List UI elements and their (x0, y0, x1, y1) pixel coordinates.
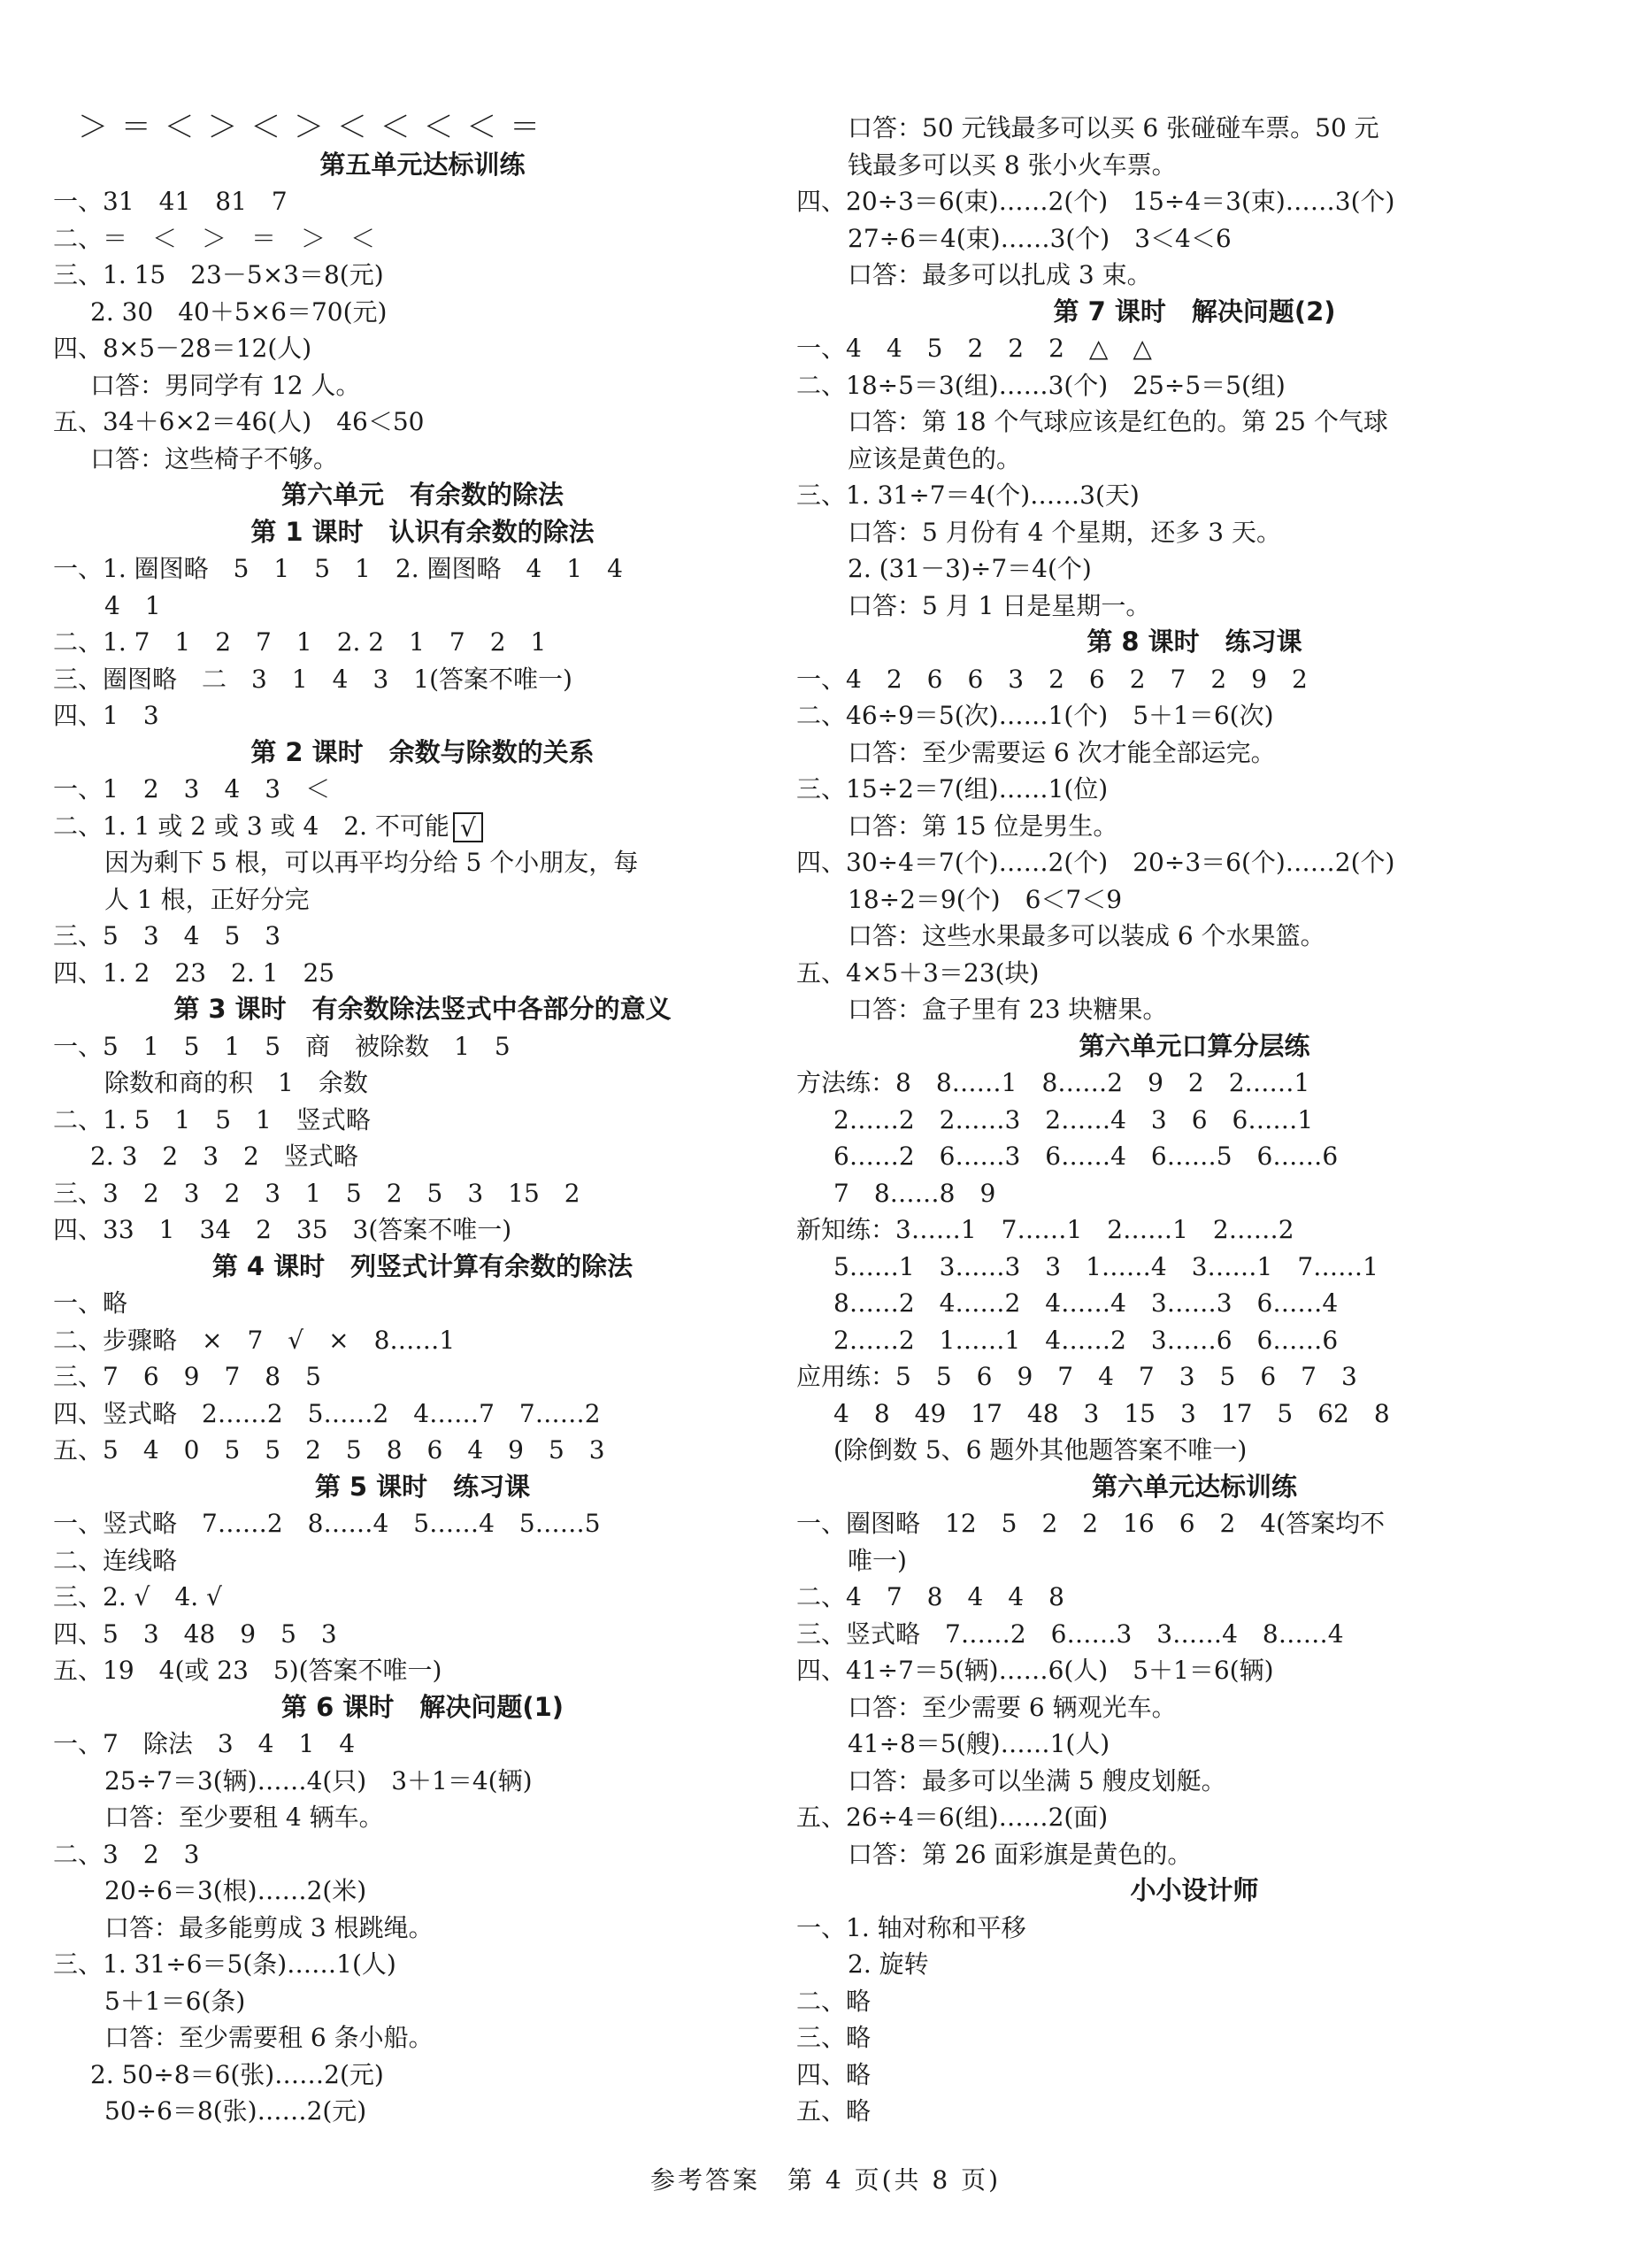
section-heading (796, 1872, 1593, 1910)
section-heading (53, 477, 792, 514)
answer-line (796, 844, 1593, 881)
line-text: 一、1. 轴对称和平移 (796, 1912, 1026, 1942)
answer-line (53, 1505, 792, 1542)
line-text: 第 1 课时 认识有余数的除法 (250, 516, 595, 547)
answer-line (796, 1432, 1593, 1469)
answer-line (796, 183, 1593, 220)
line-text: 四、竖式略 2……2 5……2 4……7 7……2 (53, 1398, 601, 1428)
line-text: 2. (31－3)÷7＝4(个) (848, 554, 1092, 583)
answer-line (796, 808, 1593, 845)
answer-line (53, 1910, 792, 1947)
line-text: 口答：第 26 面彩旗是黄色的。 (848, 1839, 1193, 1869)
line-text: 第 4 课时 列竖式计算有余数的除法 (211, 1250, 634, 1281)
line-text: 一、圈图略 12 5 2 2 16 6 2 4(答案均不 (796, 1509, 1386, 1538)
answer-line (796, 330, 1593, 367)
answer-line (53, 661, 792, 698)
line-text: 四、8×5－28＝12(人) (53, 334, 312, 363)
answer-line (796, 1358, 1593, 1395)
line-text: 第 8 课时 练习课 (1087, 627, 1302, 657)
section-heading (53, 1249, 792, 1286)
answer-line (796, 1836, 1593, 1873)
line-text: 第六单元口算分层练 (1079, 1030, 1310, 1061)
line-text: 2. 50÷8＝6(张)……2(元) (90, 2059, 384, 2089)
answer-line (53, 1836, 792, 1873)
line-text: 四、5 3 48 9 5 3 (53, 1618, 337, 1649)
section-heading (53, 147, 792, 184)
line-text: 三、15÷2＝7(组)……1(位) (796, 774, 1109, 803)
answer-line (53, 1175, 792, 1212)
answer-line (53, 404, 792, 441)
line-text: 一、1. 圈图略 5 1 5 1 2. 圈图略 4 1 4 (53, 554, 623, 583)
line-text: 6……2 6……3 6……4 6……5 6……6 (833, 1142, 1339, 1171)
line-text: 一、5 1 5 1 5 商 被除数 1 5 (53, 1031, 511, 1061)
answer-line (53, 1322, 792, 1359)
section-heading (53, 1469, 792, 1506)
answer-line (53, 110, 792, 147)
line-text: 一、1 2 3 4 3 ＜ (53, 774, 331, 803)
line-text: 五、34＋6×2＝46(人) 46＜50 (53, 407, 425, 436)
line-text: 五、4×5＋3＝23(块) (796, 957, 1040, 988)
answer-line (53, 1211, 792, 1249)
line-text: 第五单元达标训练 (319, 149, 526, 180)
answer-line (53, 257, 792, 294)
line-text: 应该是黄色的。 (848, 443, 1022, 473)
answer-line (796, 220, 1593, 258)
answer-line (796, 110, 1593, 147)
answer-line (53, 624, 792, 661)
answer-line (796, 771, 1593, 808)
answer-line (796, 1211, 1593, 1249)
line-text: 五、26÷4＝6(组)……2(面) (796, 1803, 1109, 1832)
line-text: 五、略 (796, 2096, 872, 2126)
line-text: 五、19 4(或 23 5)(答案不唯一) (53, 1656, 442, 1685)
line-text: 五、5 4 0 5 5 2 5 8 6 4 9 5 3 (53, 1435, 605, 1465)
line-text: 口答：最多可以坐满 5 艘皮划艇。 (848, 1765, 1226, 1795)
line-text: 第六单元达标训练 (1091, 1471, 1297, 1502)
line-text: 一、4 2 6 6 3 2 6 2 7 2 9 2 (796, 664, 1308, 694)
line-text: 口答：这些椅子不够。 (90, 443, 339, 473)
line-text: 口答：至少需要运 6 次才能全部运完。 (848, 737, 1276, 767)
line-text: 7 8……8 9 (833, 1178, 996, 1208)
answer-line (796, 514, 1593, 551)
line-text: 四、略 (796, 2059, 872, 2089)
answer-line (53, 881, 792, 919)
answer-line (53, 1395, 792, 1433)
line-text: 二、连线略 (53, 1545, 178, 1575)
answer-line (796, 367, 1593, 404)
line-text: 四、1. 2 23 2. 1 25 (53, 957, 335, 988)
section-heading (796, 294, 1593, 331)
line-text: 应用练：5 5 6 9 7 4 7 3 5 6 7 3 (796, 1362, 1357, 1391)
line-text: 口答：盒子里有 23 块糖果。 (848, 995, 1168, 1024)
answer-line (796, 2019, 1593, 2057)
answer-line (796, 1395, 1593, 1433)
line-text: 口答：至少需要 6 辆观光车。 (848, 1692, 1177, 1722)
checked-box: √ (453, 812, 483, 842)
answer-line (796, 147, 1593, 184)
line-text: 4 8 49 17 48 3 15 3 17 5 62 8 (833, 1398, 1390, 1428)
answer-line (53, 955, 792, 992)
section-heading (53, 1689, 792, 1726)
answer-line (53, 2057, 792, 2094)
line-text: 二、1. 1 或 2 或 3 或 4 2. 不可能 (53, 811, 449, 841)
line-text: 5＋1＝6(条) (104, 1986, 246, 2016)
answer-line (53, 220, 792, 258)
line-text: 8……2 4……2 4……4 3……3 6……4 (833, 1288, 1339, 1318)
answer-line (796, 1249, 1593, 1286)
answer-line (796, 1726, 1593, 1763)
answer-line (796, 1175, 1593, 1212)
line-text: 口答：最多可以扎成 3 束。 (848, 260, 1152, 289)
line-text: 2. 30 40＋5×6＝70(元) (90, 296, 388, 327)
line-text: 一、7 除法 3 4 1 4 (53, 1729, 356, 1758)
line-text: 方法练：8 8……1 8……2 9 2 2……1 (796, 1068, 1310, 1097)
section-heading (796, 1469, 1593, 1506)
answer-line (796, 477, 1593, 514)
line-text: 口答：至少需要租 6 条小船。 (104, 2023, 434, 2052)
answer-line (53, 2019, 792, 2057)
line-text: 四、41÷7＝5(辆)……6(人) 5＋1＝6(辆) (796, 1656, 1274, 1685)
line-text: 四、30÷4＝7(个)……2(个) 20÷3＝6(个)……2(个) (796, 848, 1395, 877)
line-text: 口答：第 18 个气球应该是红色的。第 25 个气球 (848, 407, 1388, 436)
line-text: 口答：男同学有 12 人。 (90, 370, 361, 400)
answer-line (796, 918, 1593, 955)
answer-line (796, 550, 1593, 588)
answer-line (796, 2057, 1593, 2094)
answer-line (796, 1946, 1593, 1983)
line-text: 小小设计师 (1130, 1875, 1259, 1905)
answer-line (53, 367, 792, 404)
line-text: 27÷6＝4(束)……3(个) 3＜4＜6 (848, 223, 1232, 253)
answer-line (796, 991, 1593, 1028)
section-heading (796, 624, 1593, 661)
line-text: 二、4 7 8 4 4 8 (796, 1582, 1064, 1611)
line-text: 第 6 课时 解决问题(1) (280, 1691, 564, 1722)
section-heading (53, 514, 792, 551)
answer-line (796, 697, 1593, 734)
answer-line (796, 1983, 1593, 2020)
answer-line (796, 1616, 1593, 1653)
line-text: 18÷2＝9(个) 6＜7＜9 (848, 884, 1123, 914)
line-text: 2……2 2……3 2……4 3 6 6……1 (833, 1104, 1314, 1134)
answer-line (53, 1652, 792, 1689)
answer-line (53, 1285, 792, 1322)
left-column (53, 110, 792, 2130)
line-text: 二、3 2 3 (53, 1839, 200, 1869)
line-text: ＞ ＝ ＜ ＞ ＜ ＞ ＜ ＜ ＜ ＜ ＝ (78, 110, 542, 145)
answer-line (796, 257, 1593, 294)
line-text: 一、31 41 81 7 (53, 187, 288, 216)
line-text: 二、46÷9＝5(次)……1(个) 5＋1＝6(次) (796, 701, 1274, 730)
line-text: 四、20÷3＝6(束)……2(个) 15÷4＝3(束)……3(个) (796, 187, 1395, 216)
section-heading (53, 734, 792, 772)
line-text: 三、略 (796, 2023, 872, 2052)
answer-line (53, 1102, 792, 1139)
line-text: 除数和商的积 1 余数 (104, 1068, 368, 1097)
line-text: 唯一) (848, 1545, 907, 1575)
answer-line (53, 918, 792, 955)
answer-line (53, 1946, 792, 1983)
answer-line (796, 1689, 1593, 1726)
line-text: 41÷8＝5(艘)……1(人) (848, 1729, 1110, 1758)
line-text: 三、圈图略 二 3 1 4 3 1(答案不唯一) (53, 664, 572, 694)
line-text: 四、1 3 (53, 701, 159, 730)
line-text: 三、1. 15 23－5×3＝8(元) (53, 260, 384, 289)
answer-line (53, 1983, 792, 2020)
line-text: 二、1. 7 1 2 7 1 2. 2 1 7 2 1 (53, 627, 547, 657)
line-text: 口答：第 15 位是男生。 (848, 811, 1118, 841)
line-text: 一、4 4 5 2 2 2 △ △ (796, 334, 1152, 363)
line-text: 第 5 课时 练习课 (314, 1471, 531, 1502)
answer-line (53, 1432, 792, 1469)
line-text: 人 1 根，正好分完 (104, 884, 310, 914)
line-text: 口答：最多能剪成 3 根跳绳。 (104, 1912, 434, 1942)
section-heading (796, 1028, 1593, 1065)
answer-line (796, 1505, 1593, 1542)
line-text: 口答：这些水果最多可以装成 6 个水果篮。 (848, 921, 1325, 950)
answer-line (53, 844, 792, 881)
line-text: 二、18÷5＝3(组)……3(个) 25÷5＝5(组) (796, 370, 1286, 400)
answer-line (796, 955, 1593, 992)
answer-line (796, 2093, 1593, 2130)
line-text: 钱最多可以买 8 张小火车票。 (848, 150, 1177, 180)
answer-line (796, 1579, 1593, 1616)
answer-line (53, 330, 792, 367)
answer-line (53, 1579, 792, 1616)
line-text: 新知练：3……1 7……1 2……1 2……2 (796, 1215, 1294, 1244)
answer-line (796, 1763, 1593, 1800)
line-text: 口答：5 月 1 日是星期一。 (848, 590, 1151, 620)
answer-line (53, 1872, 792, 1910)
line-text: 三、1. 31÷7＝4(个)……3(天) (796, 481, 1140, 510)
line-text: 20÷6＝3(根)……2(米) (104, 1876, 367, 1905)
answer-line (796, 404, 1593, 441)
answer-line (53, 1799, 792, 1836)
answer-line (796, 588, 1593, 625)
line-text: 一、略 (53, 1288, 128, 1318)
answer-line (796, 1285, 1593, 1322)
line-text: 二、略 (796, 1986, 872, 2016)
answer-line (53, 2093, 792, 2130)
line-text: 4 1 (104, 590, 161, 620)
line-text: (除倒数 5、6 题外其他题答案不唯一) (833, 1435, 1248, 1465)
answer-line (53, 697, 792, 734)
answer-line (796, 1542, 1593, 1580)
line-text: 四、33 1 34 2 35 3(答案不唯一) (53, 1215, 512, 1244)
line-text: 2. 3 2 3 2 竖式略 (90, 1142, 358, 1171)
answer-line (796, 1322, 1593, 1359)
answer-line (53, 1763, 792, 1800)
answer-line (796, 1652, 1593, 1689)
line-text: 三、7 6 9 7 8 5 (53, 1362, 321, 1391)
answer-line (53, 1358, 792, 1395)
line-text: 一、竖式略 7……2 8……4 5……4 5……5 (53, 1509, 601, 1538)
answer-line (796, 1138, 1593, 1175)
line-text: 因为剩下 5 根，可以再平均分给 5 个小朋友，每 (104, 848, 639, 877)
line-text: 第 3 课时 有余数除法竖式中各部分的意义 (173, 994, 672, 1024)
line-text: 三、3 2 3 2 3 1 5 2 5 3 15 2 (53, 1178, 580, 1208)
answer-line (796, 441, 1593, 478)
answer-line (53, 1542, 792, 1580)
answer-line (53, 1028, 792, 1065)
right-column (796, 110, 1593, 2130)
answer-line (796, 734, 1593, 772)
line-text: 三、5 3 4 5 3 (53, 921, 281, 950)
line-text: 第 2 课时 余数与除数的关系 (250, 736, 595, 767)
line-text: 二、＝ ＜ ＞ ＝ ＞ ＜ (53, 223, 376, 253)
answer-line (53, 588, 792, 625)
line-text: 第 7 课时 解决问题(2) (1053, 296, 1336, 327)
section-heading (53, 991, 792, 1028)
line-text: 二、1. 5 1 5 1 竖式略 (53, 1104, 371, 1134)
line-text: 二、步骤略 × 7 √ × 8……1 (53, 1325, 456, 1355)
line-text: 5……1 3……3 3 1……4 3……1 7……1 (833, 1251, 1378, 1281)
line-text: 口答：50 元钱最多可以买 6 张碰碰车票。50 元 (848, 113, 1379, 142)
line-text: 口答：至少要租 4 辆车。 (104, 1803, 384, 1832)
answer-line (796, 661, 1593, 698)
page-footer: 参考答案 第 4 页(共 8 页) (649, 2165, 1002, 2195)
line-text: 口答：5 月份有 4 个星期，还多 3 天。 (848, 517, 1281, 547)
answer-line (53, 294, 792, 331)
answer-line (53, 808, 792, 845)
line-text: 第六单元 有余数的除法 (280, 480, 564, 510)
line-text: 三、竖式略 7……2 6……3 3……4 8……4 (796, 1618, 1344, 1649)
answer-line (53, 183, 792, 220)
answer-line (53, 441, 792, 478)
answer-line (53, 1616, 792, 1653)
answer-line (796, 1065, 1593, 1102)
line-text: 2. 旋转 (848, 1949, 929, 1979)
answer-line (796, 1102, 1593, 1139)
answer-line (53, 1065, 792, 1102)
line-text: 三、2. √ 4. √ (53, 1582, 222, 1611)
line-text: 25÷7＝3(辆)……4(只) 3＋1＝4(辆) (104, 1765, 533, 1795)
answer-line (53, 771, 792, 808)
line-text: 50÷6＝8(张)……2(元) (104, 2096, 367, 2126)
answer-line (53, 1138, 792, 1175)
line-text: 三、1. 31÷6＝5(条)……1(人) (53, 1949, 396, 1979)
answer-line (53, 1726, 792, 1763)
answer-line (53, 550, 792, 588)
answer-line (796, 1910, 1593, 1947)
line-text: 2……2 1……1 4……2 3……6 6……6 (833, 1325, 1339, 1355)
answer-line (796, 1799, 1593, 1836)
answer-line (796, 881, 1593, 919)
